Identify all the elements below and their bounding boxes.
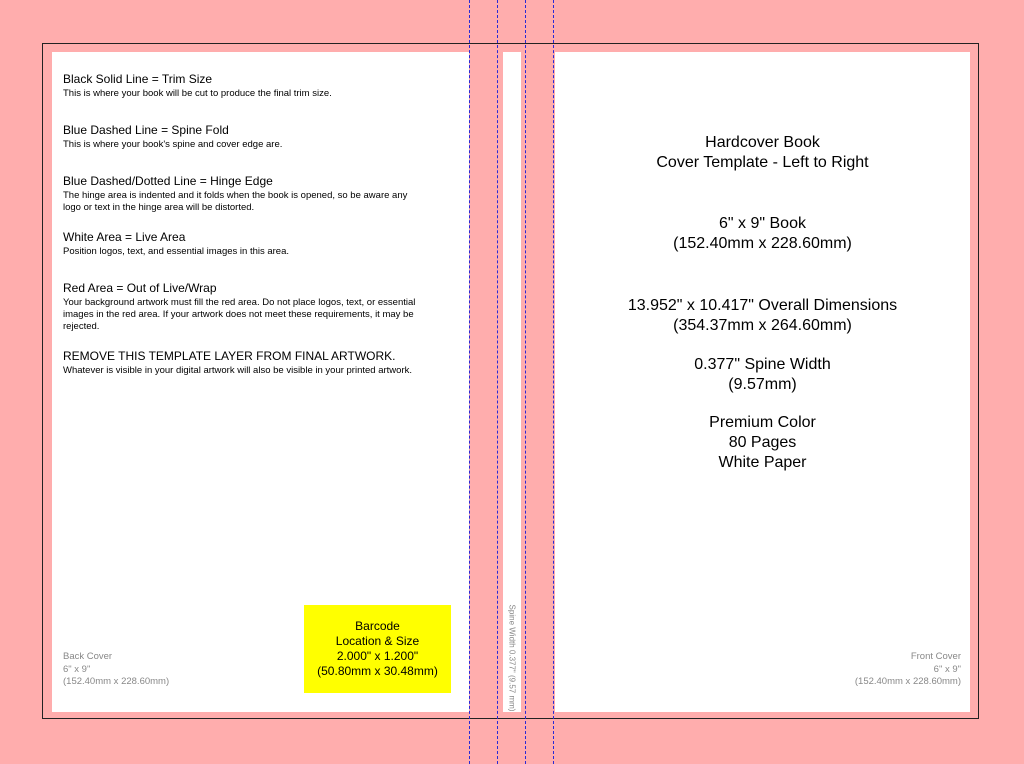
instruction-item [63,230,423,258]
front-cover-label [855,651,961,689]
instruction-item [63,174,423,214]
instruction-desc: The hinge area is indented and it folds when the book is opened, so be aware any logo or text in the hinge area will be distorted. [63,190,408,213]
instruction-item [63,281,423,333]
spine-fold-line-left [497,0,498,764]
instruction-desc: This is where your book's spine and cover edge are. [63,139,283,150]
front-cover-size-mm: (152.40mm x 228.60mm) [854,676,961,687]
back-cover-size-mm: (152.40mm x 228.60mm) [63,676,170,687]
overall-dimensions: 13.952" x 10.417" Overall Dimensions [627,297,898,314]
barcode-size-mm: (50.80mm x 30.48mm) [317,664,438,678]
back-cover-name: Back Cover [63,651,113,662]
back-cover-size: 6" x 9" [63,663,91,675]
barcode-area [304,605,451,693]
print-color: Premium Color [709,414,816,431]
instruction-desc: Position logos, text, and essential images in this area. [63,246,290,257]
instruction-title: White Area = Live Area [63,230,186,244]
spine-width-block [555,355,970,395]
spine-width-mm: (9.57mm) [728,376,797,393]
instruction-desc: Your background artwork must fill the red area. Do not place logos, text, or essential images in the red area. If your artwork does not meet these requirements, it may be rejected. [63,297,416,332]
book-size-mm: (152.40mm x 228.60mm) [673,235,852,252]
page-count: 80 Pages [728,434,797,451]
overall-dimensions-block [555,296,970,336]
instruction-title: Blue Dashed/Dotted Line = Hinge Edge [63,174,273,188]
instruction-item [63,123,423,151]
instruction-title: Red Area = Out of Live/Wrap [63,281,217,295]
instruction-title: Blue Dashed Line = Spine Fold [63,123,229,137]
front-title-block [555,133,970,173]
template-subtitle: Cover Template - Left to Right [656,154,869,171]
spine-width-label: Spine Width 0.377" (9.57 mm) [507,604,517,712]
spine-fold-line-right [525,0,526,764]
overall-dimensions-mm: (354.37mm x 264.60mm) [673,317,852,334]
back-cover-instructions [63,72,423,393]
instruction-title: Black Solid Line = Trim Size [63,72,213,86]
book-type-title: Hardcover Book [705,134,820,151]
front-cover-name: Front Cover [910,651,961,662]
front-cover-size: 6" x 9" [933,663,961,675]
instruction-item [63,349,423,377]
instruction-desc: Whatever is visible in your digital artwork will also be visible in your printed artwork. [63,365,412,376]
instruction-desc: This is where your book will be cut to produce the final trim size. [63,88,332,99]
instruction-title: REMOVE THIS TEMPLATE LAYER FROM FINAL ARTWORK. [63,349,396,363]
hinge-edge-line-right [553,0,554,764]
book-size-title: 6" x 9" Book [719,215,806,232]
print-specs-block [555,413,970,473]
barcode-size: 2.000" x 1.200" [336,649,419,663]
barcode-subtitle: Location & Size [335,634,420,648]
spine-width: 0.377" Spine Width [694,356,831,373]
paper-type: White Paper [718,454,807,471]
back-cover-label [63,651,169,689]
instruction-item [63,72,423,100]
book-size-block [555,214,970,254]
barcode-title: Barcode [355,619,400,633]
hinge-edge-line-left [469,0,470,764]
